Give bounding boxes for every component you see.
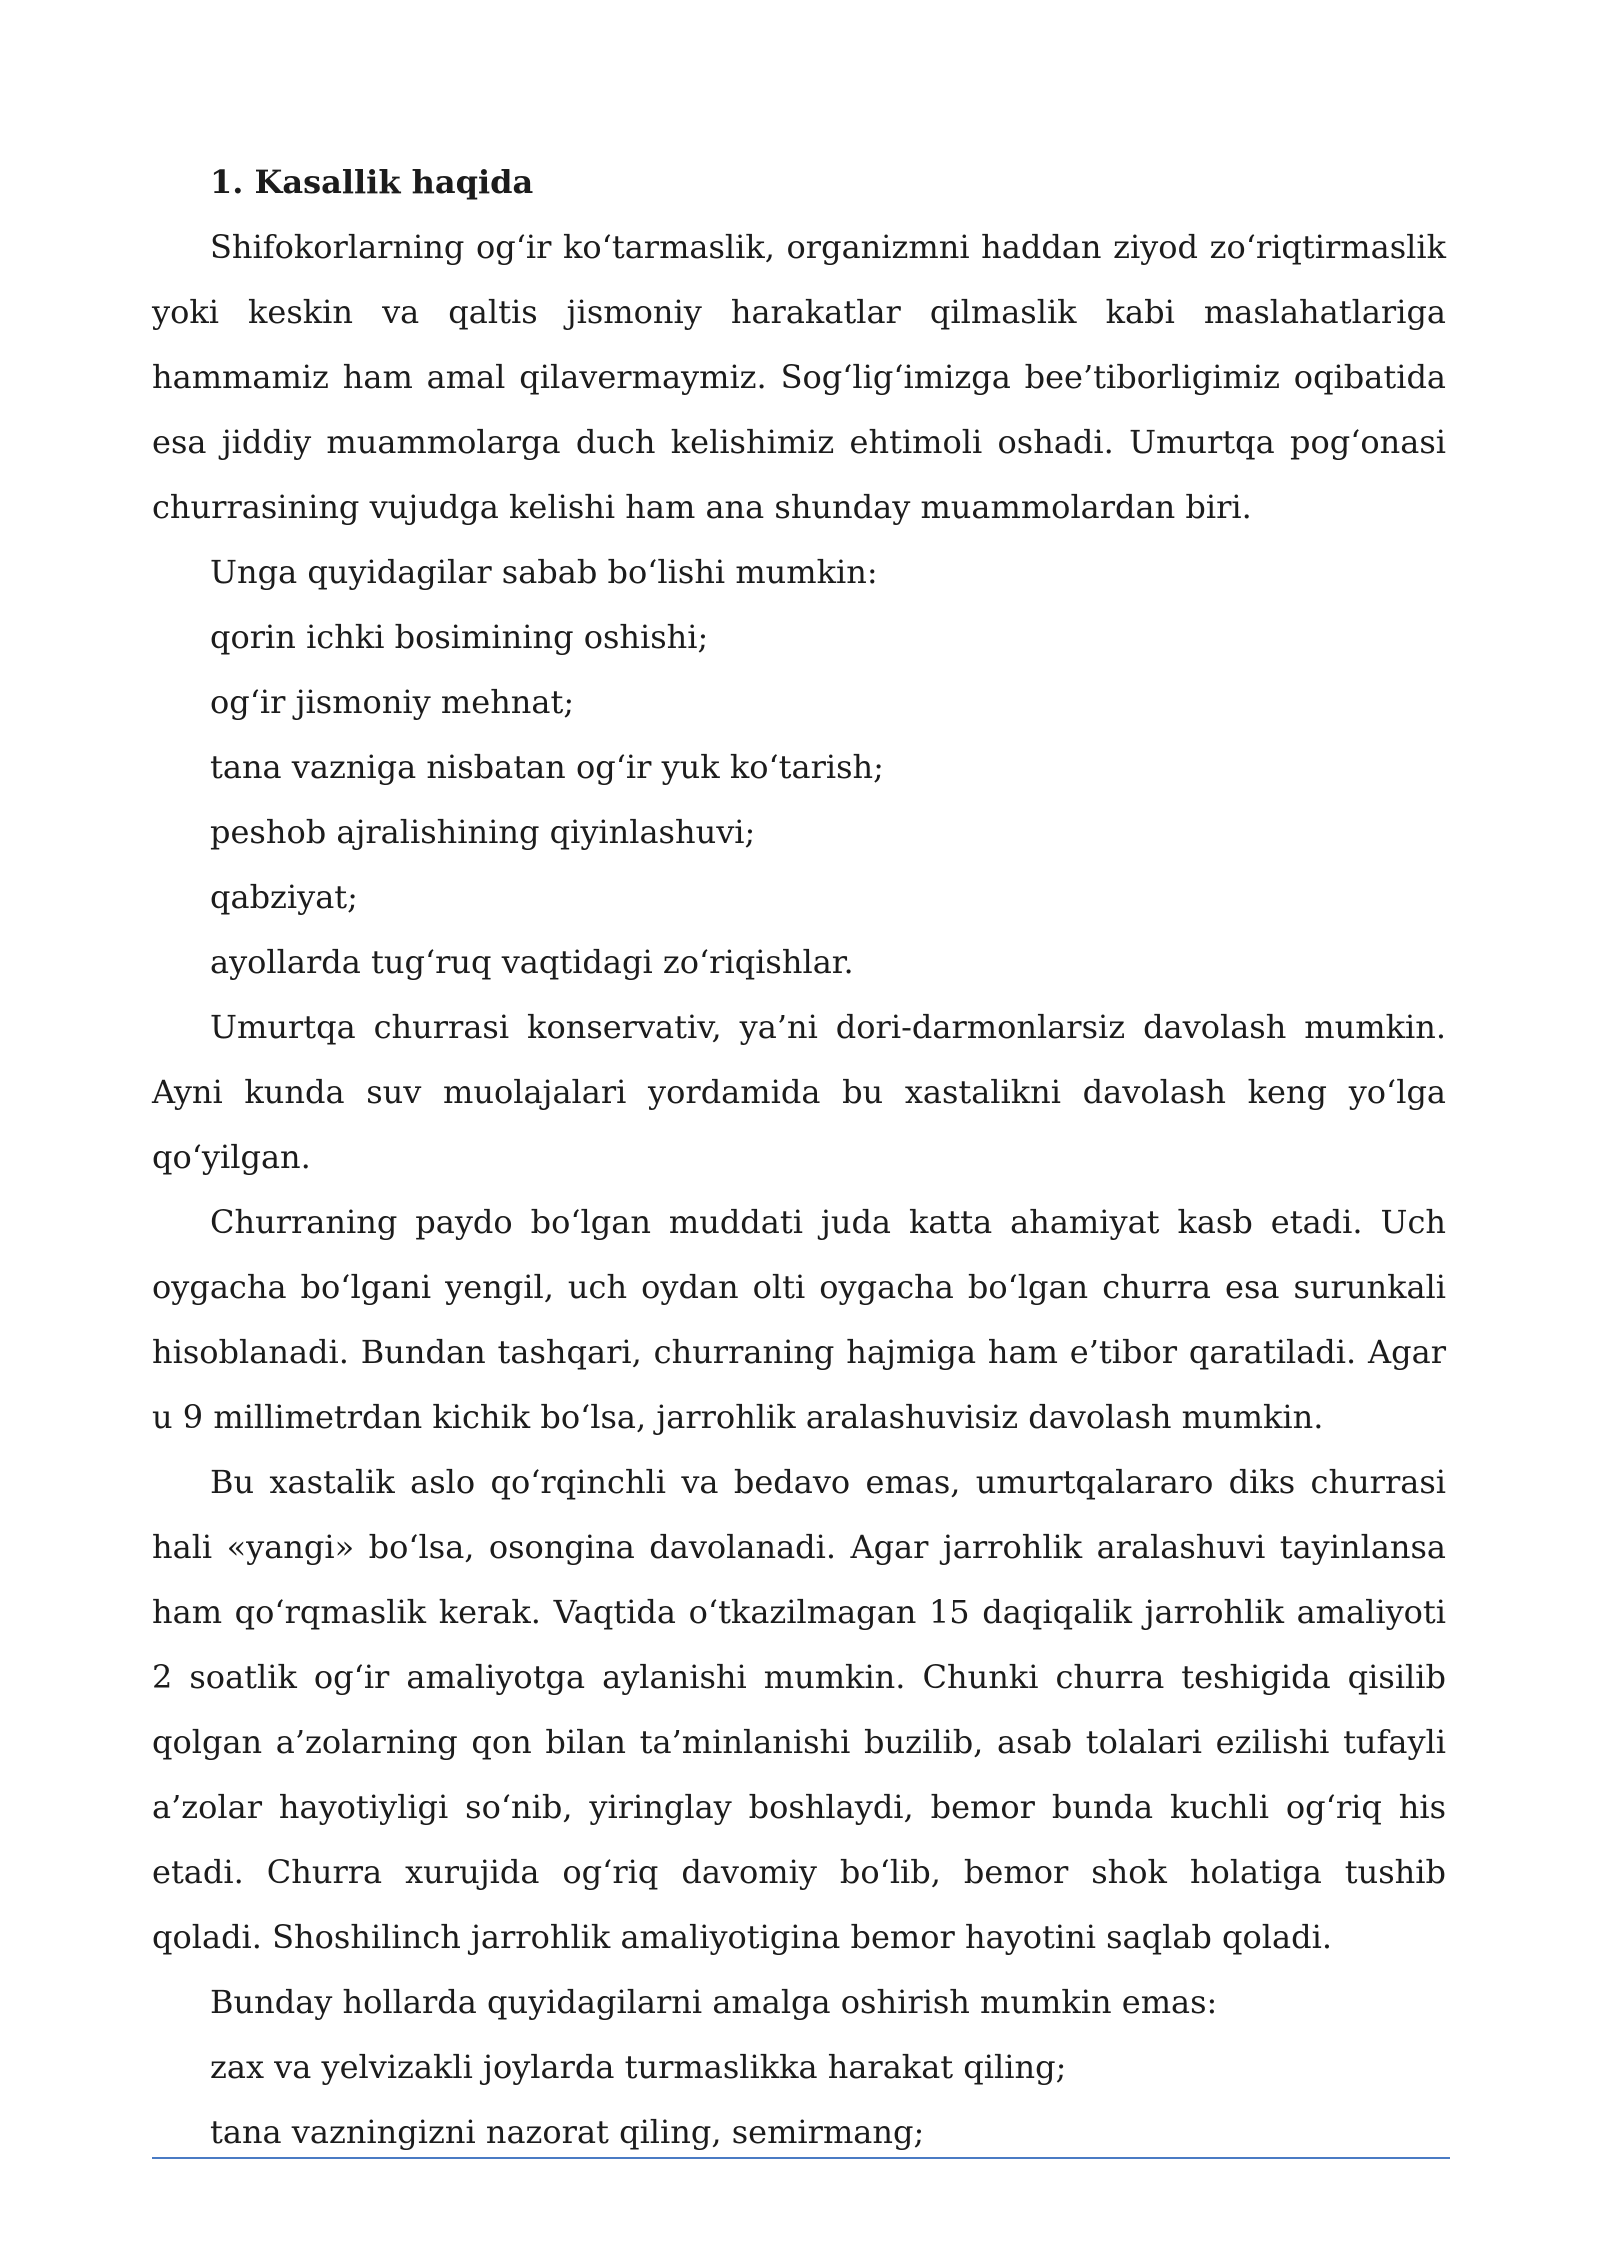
section-heading: 1. Kasallik haqida [210,163,534,201]
paragraph-treatment: Umurtqa churrasi konservativ, ya’ni dori-darmonlarsiz davolash mumkin. Ayni kunda suv muolajalari yordamida bu xastalikni davolash keng yo‘lga qo‘yilgan. [152,1008,1446,1176]
paragraph-surgery: Bu xastalik aslo qo‘rqinchli va bedavo emas, umurtqalararo diks churrasi hali «yangi» bo‘lsa, osongina davolanadi. Agar jarrohlik aralashuvi tayinlansa ham qo‘rqmaslik kerak. Vaqtida o‘tkazilmagan 15 daqiqalik jarrohlik amaliyoti 2 soatlik og‘ir amaliyotga aylanishi mumkin. Chunki churra teshigida qisilib qolgan a’zolarning qon bilan ta’minlanishi buzilib, asab tolalari ezilishi tufayli a’zolar hayotiyligi so‘nib, yiringlay boshlaydi, bemor bunda kuchli og‘riq his etadi. Churra xurujida og‘riq davomiy bo‘lib, bemor shok holatiga tushib qoladi. Shoshilinch jarrohlik amaliyotigina bemor hayotini saqlab qoladi. [152,1463,1446,1956]
list-item: ayollarda tug‘ruq vaqtidagi zo‘riqishlar. [210,943,854,981]
list-item: tana vazningizni nazorat qiling, semirmang; [210,2113,925,2151]
footer-rule [152,2157,1450,2159]
advice-list [152,2035,1446,2165]
document-body [152,150,1446,2165]
causes-list [152,605,1446,995]
list-item: tana vazniga nisbatan og‘ir yuk ko‘tarish; [210,748,884,786]
list-item: og‘ir jismoniy mehnat; [210,683,575,721]
paragraph-intro: Shifokorlarning og‘ir ko‘tarmaslik, organizmni haddan ziyod zo‘riqtirmaslik yoki keskin va qaltis jismoniy harakatlar qilmaslik kabi maslahatlariga hammamiz ham amal qilavermaymiz. Sog‘lig‘imizga bee’tiborligimiz oqibatida esa jiddiy muammolarga duch kelishimiz ehtimoli oshadi. Umurtqa pog‘onasi churrasining vujudga kelishi ham ana shunday muammolardan biri. [152,228,1446,526]
list-item: peshob ajralishining qiyinlashuvi; [210,813,756,851]
paragraph-causes-lead: Unga quyidagilar sabab bo‘lishi mumkin: [210,553,878,591]
list-item: zax va yelvizakli joylarda turmaslikka harakat qiling; [210,2048,1067,2086]
paragraph-advice-lead: Bunday hollarda quyidagilarni amalga oshirish mumkin emas: [210,1983,1218,2021]
list-item: qabziyat; [210,878,358,916]
list-item: qorin ichki bosimining oshishi; [210,618,709,656]
paragraph-duration: Churraning paydo bo‘lgan muddati juda katta ahamiyat kasb etadi. Uch oygacha bo‘lgani yengil, uch oydan olti oygacha bo‘lgan churra esa surunkali hisoblanadi. Bundan tashqari, churraning hajmiga ham e’tibor qaratiladi. Agar u 9 millimetrdan kichik bo‘lsa, jarrohlik aralashuvisiz davolash mumkin. [152,1203,1446,1436]
